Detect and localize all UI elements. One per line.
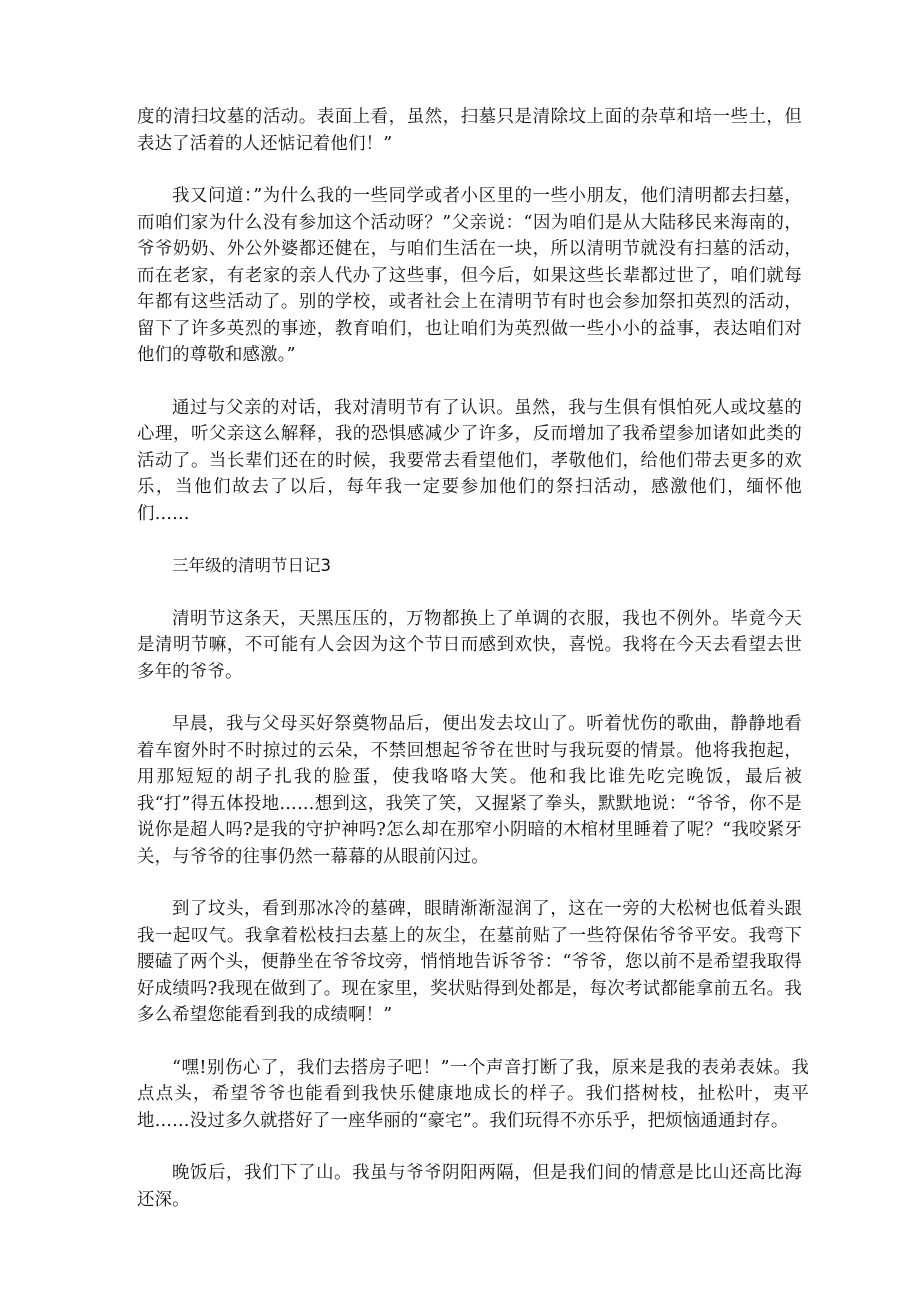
paragraph-morning: 早晨，我与父母买好祭奠物品后，便出发去坟山了。听着忧伤的歌曲，静静地看着车窗外时不时掠过的云朵，不禁回想起爷爷在世时与我玩耍的情景。他将我抱起，用那短短的胡子扎我的脸蛋，使我咯咯大笑。他和我比谁先吃完晚饭，最后被我“打”得五体投地……想到这，我笑了笑，又握紧了拳头，默默地说：“爷爷，你不是说你是超人吗?是我的守护神吗?怎么却在那窄小阴暗的木棺材里睡着了呢？“我咬紧牙关，与爷爷的往事仍然一幕幕的从眼前闪过。 [137,714,802,867]
paragraph-evening: 晚饭后，我们下了山。我虽与爷爷阴阳两隔，但是我们间的情意是比山还高比海还深。 [137,1163,802,1210]
paragraph-continued: 度的清扫坟墓的活动。表面上看，虽然，扫墓只是清除坟上面的杂草和培一些土，但表达了活着的人还惦记着他们！” [137,107,802,154]
paragraph-question: 我又问道：”为什么我的一些同学或者小区里的一些小朋友，他们清明都去扫墓，而咱们家为什么没有参加这个活动呀？”父亲说：“因为咱们是从大陆移民来海南的，爷爷奶奶、外公外婆都还健在，与咱们生活在一块，所以清明节就没有扫墓的活动，而在老家，有老家的亲人代办了这些事，但今后，如果这些长辈都过世了，咱们就每年都有这些活动了。别的学校，或者社会上在清明节有时也会参加祭扣英烈的活动，留下了许多英烈的事迹，教育咱们，也让咱们为英烈做一些小小的益事，表达咱们对他们的尊敬和感激。” [137,186,802,365]
paragraph-grave: 到了坟头，看到那冰冷的墓碑，眼睛渐渐湿润了，这在一旁的大松树也低着头跟我一起叹气。我拿着松枝扫去墓上的灰尘，在墓前贴了一些符保佑爷爷平安。我弯下腰磕了两个头，便静坐在爷爷坟旁，悄悄地告诉爷爷：“爷爷，您以前不是希望我取得好成绩吗?我现在做到了。现在家里，奖状贴得到处都是，每次考试都能拿前五名。我多么希望您能看到我的成绩啊！” [137,899,802,1025]
paragraph-reflection: 通过与父亲的对话，我对清明节有了认识。虽然，我与生俱有惧怕死人或坟墓的心理，听父亲这么解释，我的恐惧感减少了许多，反而增加了我希望参加诸如此类的活动了。当长辈们还在的时候，我要常去看望他们，孝敬他们，给他们带去更多的欢乐，当他们故去了以后，每年我一定要参加他们的祭扫活动，感激他们，缅怀他们…… [137,397,802,524]
section-heading: 三年级的清明节日记3 [172,556,331,575]
document-page [137,104,809,1239]
paragraph-qingming-day: 清明节这条天，天黑压压的，万物都换上了单调的衣服，我也不例外。毕竟今天是清明节嘛，不可能有人会因为这个节日而感到欢快，喜悦。我将在今天去看望去世多年的爷爷。 [137,608,802,682]
paragraph-cousins: “嘿!别伤心了，我们去搭房子吧！”一个声音打断了我，原来是我的表弟表妹。我点点头，希望爷爷也能看到我快乐健康地成长的样子。我们搭树枝，扯松叶，夷平地……没过多久就搭好了一座华丽的“豪宅”。我们玩得不亦乐乎，把烦恼通通封存。 [137,1057,809,1131]
